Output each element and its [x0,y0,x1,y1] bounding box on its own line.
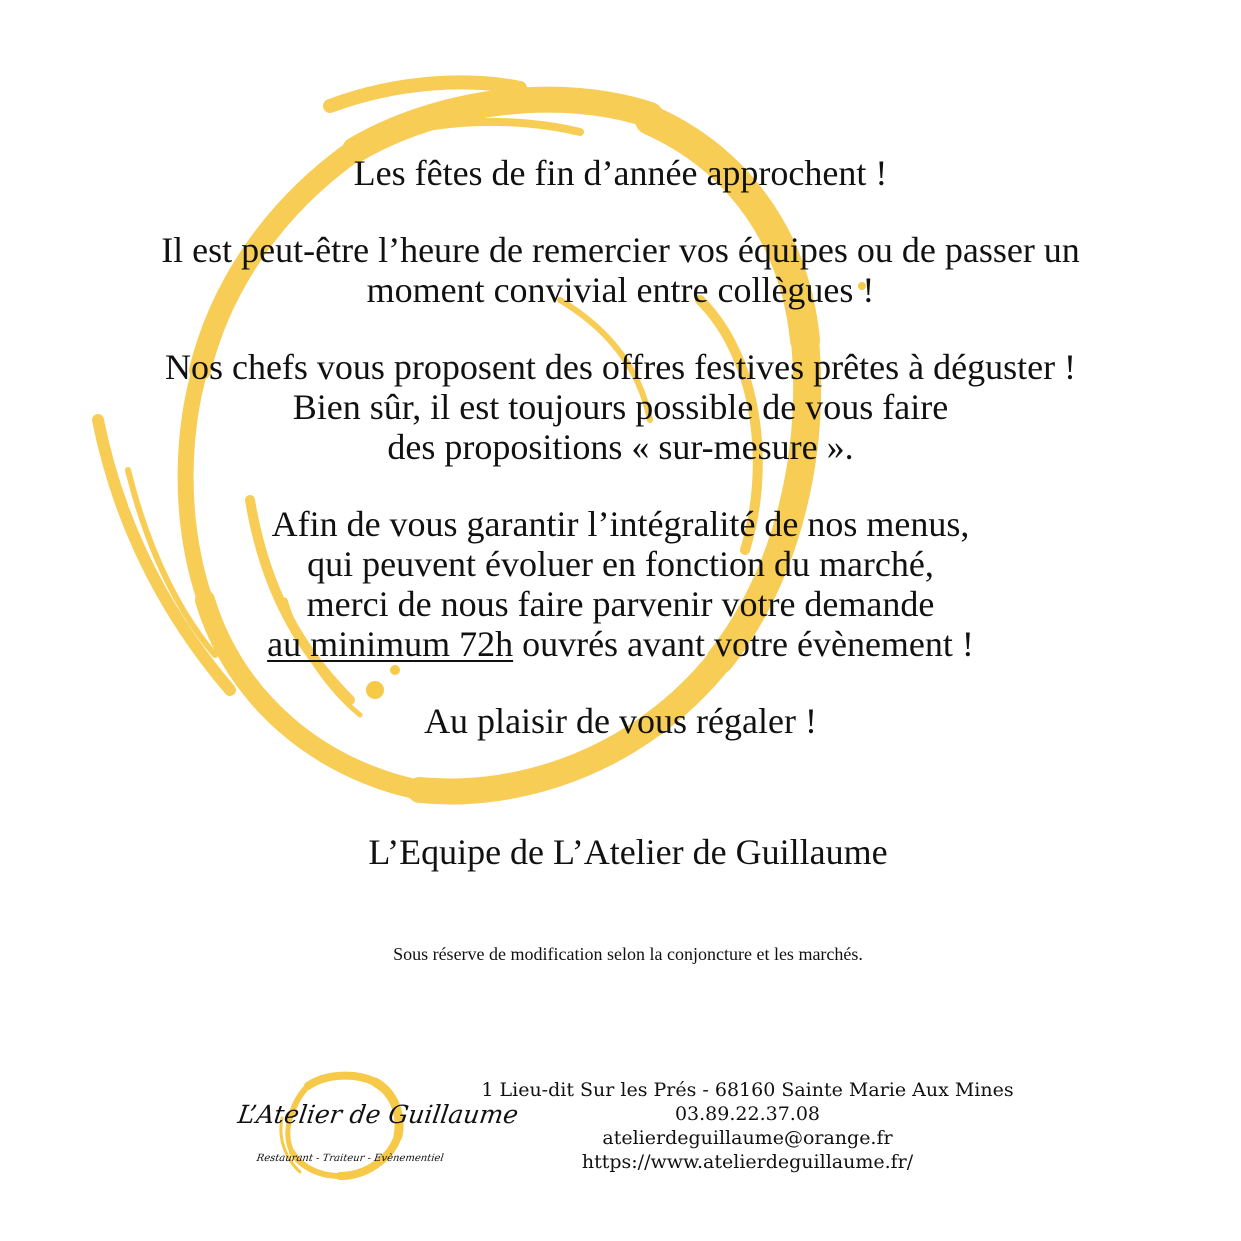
message-line: merci de nous faire parvenir votre demande [306,584,935,624]
brand-logo [230,1068,521,1188]
message-line [100,624,1141,664]
logo-name: L’Atelier de Guillaume [236,1100,521,1129]
logo-tagline: Restaurant - Traiteur - Evènementiel [255,1153,445,1164]
message-line: Afin de vous garantir l’intégralité de nos menus, [271,504,970,544]
contact-address: 1 Lieu-dit Sur les Prés - 68160 Sainte Marie Aux Mines [481,1079,1014,1101]
message-line: Les fêtes de fin d’année approchent ! [353,153,888,193]
message-line: qui peuvent évoluer en fonction du marché, [307,544,934,584]
contact-email: atelierdeguillaume@orange.fr [602,1127,893,1149]
message-line: Nos chefs vous proposent des offres festives prêtes à déguster ! [164,347,1077,387]
underlined-deadline: au minimum 72h [267,624,514,664]
message-line: Il est peut-être l’heure de remercier vos équipes ou de passer un [161,230,1080,270]
deadline-rest: ouvrés avant votre évènement ! [513,624,974,664]
message-line: moment convivial entre collègues ! [366,270,875,310]
contact-block [470,1078,1025,1174]
contact-phone: 03.89.22.37.08 [674,1103,821,1125]
contact-website: https://www.atelierdeguillaume.fr/ [581,1151,914,1173]
message-line: Au plaisir de vous régaler ! [424,701,817,741]
signature: L’Equipe de L’Atelier de Guillaume [368,832,888,872]
message-text [100,153,1141,741]
message-line: des propositions « sur-mesure ». [387,427,854,467]
disclaimer: Sous réserve de modification selon la conjoncture et les marchés. [393,944,863,964]
message-line: Bien sûr, il est toujours possible de vous faire [292,387,949,427]
